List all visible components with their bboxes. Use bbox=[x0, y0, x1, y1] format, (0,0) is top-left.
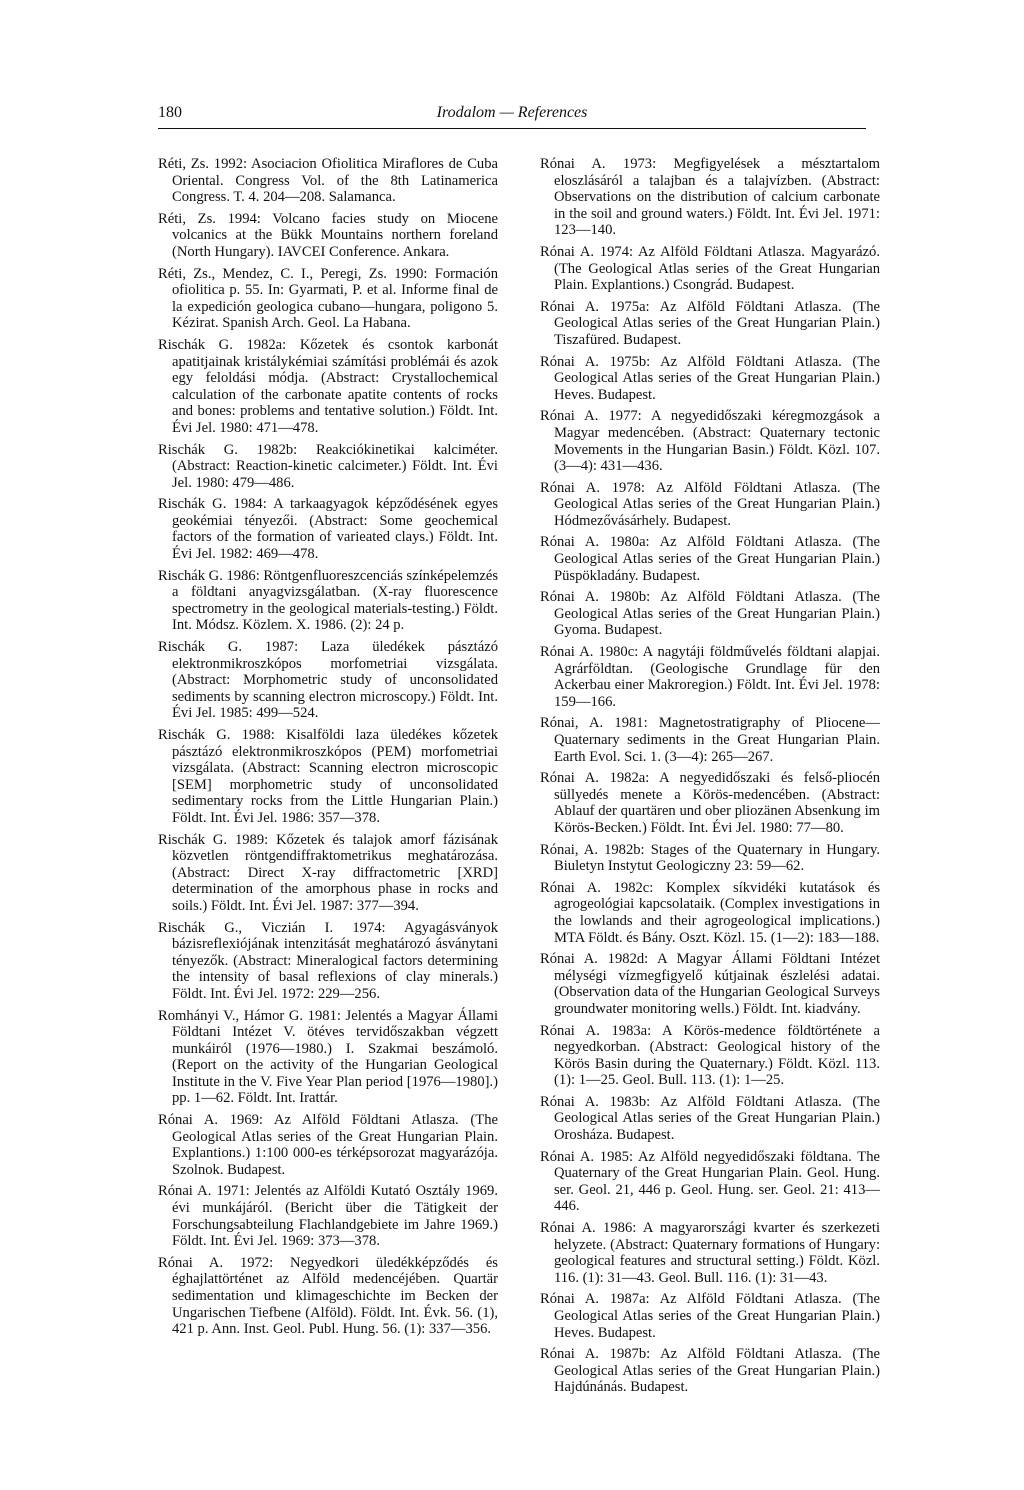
reference-entry: Rischák G. 1988: Kisalföldi laza üledékes kőzetek pásztázó elektronmikroszkópos (PEM) morfometriai vizsgálata. (Abstract: Scanning electron microscopic [SEM] morphometric study of unconsolidated sedimentary rocks from the Little Hungarian Plain.) Földt. Int. Évi Jel. 1986: 357—378. bbox=[158, 727, 498, 826]
reference-entry: Rónai A. 1978: Az Alföld Földtani Atlasza. (The Geological Atlas series of the Great Hungarian Plain.) Hódmezővásárhely. Budapest. bbox=[540, 479, 880, 529]
reference-entry: Rónai A. 1974: Az Alföld Földtani Atlasza. Magyarázó. (The Geological Atlas series of the Great Hungarian Plain. Explantions.) Csongrád. Budapest. bbox=[540, 243, 880, 294]
reference-entry: Rónai A. 1975a: Az Alföld Földtani Atlasza. (The Geological Atlas series of the Great Hungarian Plain.) Tiszafüred. Budapest. bbox=[540, 298, 880, 348]
reference-entry: Rónai A. 1973: Megfigyelések a mésztartalom eloszlásáról a talajban és a talajvízben. (Abstract: Observations on the distribution of calcium carbonate in the soil and ground waters.) Földt. Int. Évi Jel. 1971: 123—140. bbox=[540, 156, 880, 239]
reference-entry: Rónai A. 1980a: Az Alföld Földtani Atlasza. (The Geological Atlas series of the Great Hungarian Plain.) Püspökladány. Budapest. bbox=[540, 534, 880, 584]
reference-entry: Rónai A. 1987b: Az Alföld Földtani Atlasza. (The Geological Atlas series of the Great Hungarian Plain.) Hajdúnánás. Budapest. bbox=[540, 1346, 880, 1396]
reference-entry: Rónai A. 1980b: Az Alföld Földtani Atlasza. (The Geological Atlas series of the Great Hungarian Plain.) Gyoma. Budapest. bbox=[540, 589, 880, 639]
reference-entry: Rónai A. 1983b: Az Alföld Földtani Atlasza. (The Geological Atlas series of the Great Hungarian Plain.) Orosháza. Budapest. bbox=[540, 1093, 880, 1144]
reference-entry: Rischák G. 1986: Röntgenfluoreszcenciás színképelemzés a földtani anyagvizsgálatban. (X-ray fluorescence spectrometry in the geological materials-testing.) Földt. Int. Módsz. Közlem. X. 1986. (2): 24 p. bbox=[158, 567, 499, 634]
reference-entry: Rónai A. 1982c: Komplex síkvidéki kutatások és agrogeológiai kapcsolataik. (Complex investigations in the lowlands and their agrogeological implications.) MTA Földt. és Bány. Oszt. Közl. 15. (1—2): 183—188. bbox=[540, 879, 880, 946]
reference-entry: Rischák G., Viczián I. 1974: Agyagásványok bázisreflexiójának intenzitását meghatározó ásványtani tényezők. (Abstract: Mineralogical factors determining the intensity of basal reflexions of clay minerals.) Földt. Int. Évi Jel. 1972: 229—256. bbox=[158, 919, 498, 1002]
references-left-column bbox=[158, 156, 498, 1343]
header-rule bbox=[158, 128, 866, 129]
references-right-column bbox=[540, 156, 880, 1401]
reference-entry: Rischák G. 1982a: Kőzetek és csontok karbonát apatitjainak kristálykémiai számítási problémái és azok egy feloldási módja. (Abstract: Crystallochemical calculation of the carbonate apatite contents of rocks and bones: problems and tentative solution.) Földt. Int. Évi Jel. 1980: 471—478. bbox=[158, 336, 498, 436]
reference-entry: Rónai A. 1983a: A Körös-medence földtörténete a negyedkorban. (Abstract: Geological history of the Körös Basin during the Quaternary.) Földt. Közl. 113. (1): 1—25. Geol. Bull. 113. (1): 1—25. bbox=[540, 1022, 880, 1089]
reference-entry: Rónai, A. 1982b: Stages of the Quaternary in Hungary. Biuletyn Instytut Geologiczny 23: 59—62. bbox=[540, 841, 880, 875]
reference-entry: Romhányi V., Hámor G. 1981: Jelentés a Magyar Állami Földtani Intézet V. ötéves tervidőszakban végzett munkáiról (1976—1980.) I. Szakmai beszámoló. (Report on the activity of the Hungarian Geological Institute in the V. Five Year Plan period [1976—1980].) pp. 1—62. Földt. Int. Irattár. bbox=[158, 1007, 498, 1107]
page-number: 180 bbox=[158, 104, 182, 121]
reference-entry: Rischák G. 1989: Kőzetek és talajok amorf fázisának közvetlen röntgendiffraktometrikus meghatározása. (Abstract: Direct X-ray diffractometric [XRD] determination of the amorphous phase in rocks and soils.) Földt. Int. Évi Jel. 1987: 377—394. bbox=[158, 831, 498, 914]
reference-entry: Rónai A. 1977: A negyedidőszaki kéregmozgások a Magyar medencében. (Abstract: Quaternary tectonic Movements in the Hungarian Basin.) Földt. Közl. 107. (3—4): 431—436. bbox=[540, 408, 880, 475]
reference-entry: Rónai A. 1971: Jelentés az Alföldi Kutató Osztály 1969. évi munkájáról. (Bericht über die Tätigkeit der Forschungsabteilung Flachlandgebiete im Jahre 1969.) Földt. Int. Évi Jel. 1969: 373—378. bbox=[158, 1183, 498, 1250]
reference-entry: Rónai, A. 1981: Magnetostratigraphy of Pliocene—Quaternary sediments in the Great Hungarian Plain. Earth Evol. Sci. 1. (3—4): 265—267. bbox=[540, 715, 880, 765]
reference-entry: Rónai A. 1980c: A nagytáji földművelés földtani alapjai. Agrárföldtan. (Geologische Grundlage für den Ackerbau einer Makroregion.) Földt. Int. Évi Jel. 1978: 159—166. bbox=[540, 644, 880, 710]
reference-entry: Rónai A. 1986: A magyarországi kvarter és szerkezeti helyzete. (Abstract: Quaternary formations of Hungary: geological features and structural setting.) Földt. Közl. 116. (1): 31—43. Geol. Bull. 116. (1): 31—43. bbox=[540, 1220, 880, 1286]
reference-entry: Rischák G. 1984: A tarkaagyagok képződésének egyes geokémiai tényezői. (Abstract: Some geochemical factors of the formation of varieated clays.) Földt. Int. Évi Jel. 1982: 469—478. bbox=[158, 496, 498, 563]
reference-entry: Rónai A. 1972: Negyedkori üledékképződés és éghajlattörténet az Alföld medencéjében. Quartär sedimentation und klimageschichte im Becken der Ungarischen Tiefbene (Alföld). Földt. Int. Évk. 56. (1), 421 p. Ann. Inst. Geol. Publ. Hung. 56. (1): 337—356. bbox=[158, 1254, 498, 1338]
reference-entry: Réti, Zs. 1992: Asociacion Ofiolitica Miraflores de Cuba Oriental. Congress Vol. of the 8th Latinamerica Congress. T. 4. 204—208. Salamanca. bbox=[158, 156, 498, 206]
reference-entry: Réti, Zs., Mendez, C. I., Peregi, Zs. 1990: Formación ofiolitica p. 55. In: Gyarmati, P. et al. Informe final de la expedición geologica cubano—hungara, poligono 5. Kézirat. Spanish Arch. Geol. La Habana. bbox=[158, 265, 498, 332]
reference-entry: Rónai A. 1982d: A Magyar Állami Földtani Intézet mélységi vízmegfigyelő kútjainak észlelési adatai. (Observation data of the Hungarian Geological Surveys groundwater monitoring wells.) Földt. Int. kiadvány. bbox=[540, 951, 880, 1017]
reference-entry: Rónai A. 1985: Az Alföld negyedidőszaki földtana. The Quaternary of the Great Hungarian Plain. Geol. Hung. ser. Geol. 21, 446 p. Geol. Hung. ser. Geol. 21: 413—446. bbox=[540, 1148, 880, 1215]
running-head: Irodalom — References bbox=[436, 104, 588, 121]
reference-entry: Rischák G. 1982b: Reakciókinetikai kalciméter. (Abstract: Reaction-kinetic calcimeter.) Földt. Int. Évi Jel. 1980: 479—486. bbox=[158, 441, 498, 491]
reference-entry: Rónai A. 1982a: A negyedidőszaki és felső-pliocén süllyedés menete a Körös-medencében. (Abstract: Ablauf der quartären und ober pliozänen Absenkung im Körös-Becken.) Földt. Int. Évi Jel. 1980: 77—80. bbox=[540, 770, 880, 836]
reference-entry: Rónai A. 1975b: Az Alföld Földtani Atlasza. (The Geological Atlas series of the Great Hungarian Plain.) Heves. Budapest. bbox=[540, 353, 880, 403]
reference-entry: Rónai A. 1987a: Az Alföld Földtani Atlasza. (The Geological Atlas series of the Great Hungarian Plain.) Heves. Budapest. bbox=[540, 1291, 880, 1341]
page-header bbox=[158, 100, 866, 128]
reference-entry: Rónai A. 1969: Az Alföld Földtani Atlasza. (The Geological Atlas series of the Great Hungarian Plain. Explantions.) 1:100 000-es térképsorozat magyarázója. Szolnok. Budapest. bbox=[158, 1112, 498, 1178]
reference-entry: Réti, Zs. 1994: Volcano facies study on Miocene volcanics at the Bükk Mountains northern foreland (North Hungary). IAVCEI Conference. Ankara. bbox=[158, 210, 498, 260]
reference-entry: Rischák G. 1987: Laza üledékek pásztázó elektronmikroszkópos morfometriai vizsgálata. (Abstract: Morphometric study of unconsolidated sediments by scanning electron microscopy.) Földt. Int. Évi Jel. 1985: 499—524. bbox=[158, 639, 498, 722]
